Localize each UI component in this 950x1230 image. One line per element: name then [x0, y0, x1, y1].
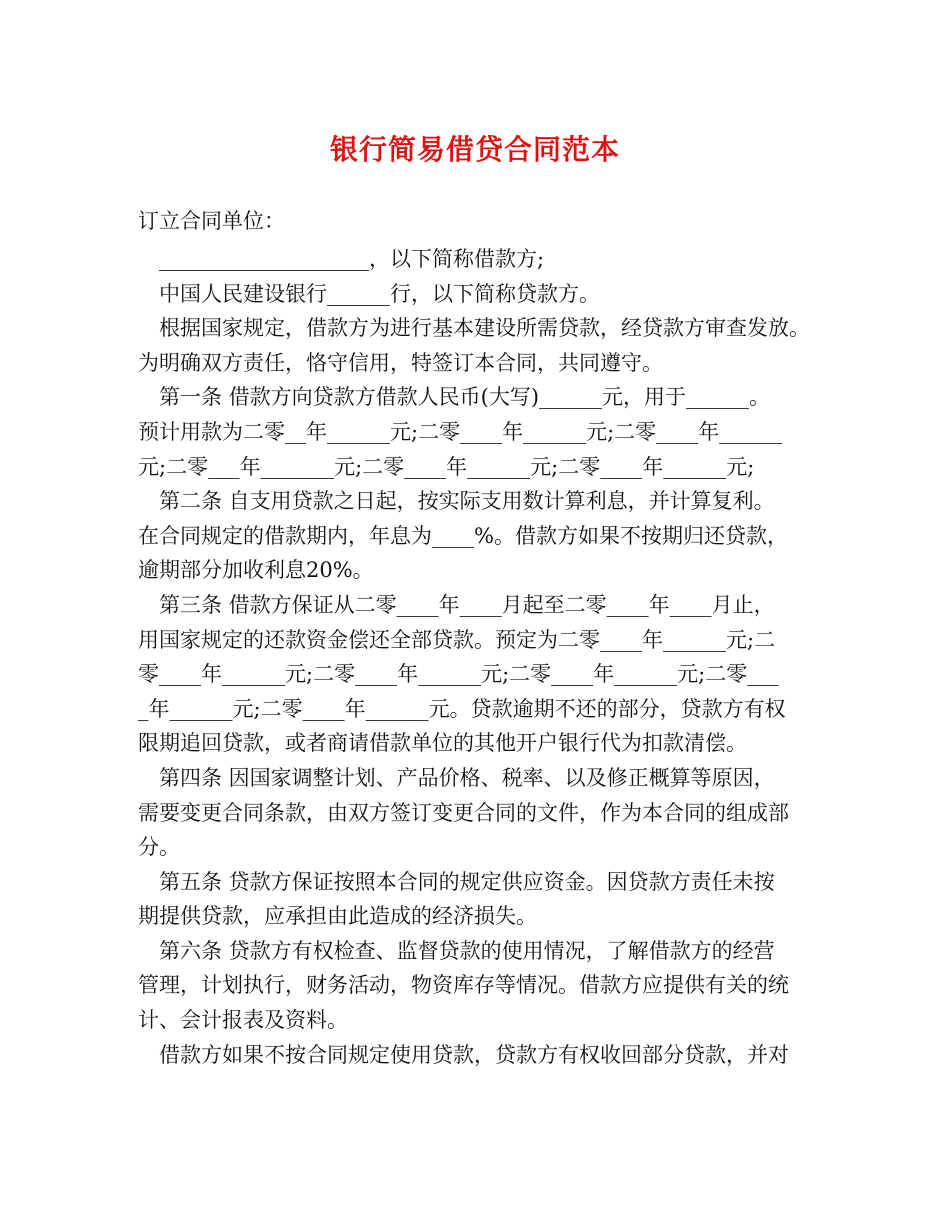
body-line: _年______元;二零____年______元。贷款逾期不还的部分，贷款方有权	[138, 696, 786, 721]
body-line: 借款方如果不按合同规定使用贷款，贷款方有权收回部分贷款，并对	[138, 1042, 789, 1067]
document-body	[138, 204, 818, 1072]
body-line: 计、会计报表及资料。	[138, 1008, 348, 1033]
body-line: 元;二零___年_______元;二零____年______元;二零____年______元;	[138, 454, 755, 479]
body-line: 预计用款为二零__年______元;二零____年______元;二零____年______	[138, 419, 783, 444]
body-line: 中国人民建设银行______行，以下简称贷款方。	[138, 281, 600, 306]
body-line: 第二条 自支用贷款之日起，按实际支用数计算利息，并计算复利。	[138, 489, 775, 514]
body-line: 管理，计划执行，财务活动，物资库存等情况。借款方应提供有关的统	[138, 973, 789, 998]
body-line: 第六条 贷款方有权检查、监督贷款的使用情况，了解借款方的经营	[138, 938, 775, 963]
body-line: 需要变更合同条款，由双方签订变更合同的文件，作为本合同的组成部	[138, 800, 789, 825]
body-line: 在合同规定的借款期内，年息为____%。借款方如果不按期归还贷款，	[138, 523, 788, 548]
body-line: 逾期部分加收利息20%。	[138, 558, 374, 583]
body-line: ____________________，以下简称借款方;	[138, 247, 545, 271]
body-line: 第五条 贷款方保证按照本合同的规定供应资金。因贷款方责任未按	[138, 869, 775, 894]
body-line: 为明确双方责任，恪守信用，特签订本合同，共同遵守。	[138, 350, 663, 375]
body-line: 根据国家规定，借款方为进行基本建设所需贷款，经贷款方审查发放。	[138, 316, 810, 341]
body-line: 第一条 借款方向贷款方借款人民币(大写)______元，用于______。	[138, 385, 771, 410]
body-line: 订立合同单位：	[138, 209, 285, 233]
body-line: 零____年______元;二零____年______元;二零____年______元;二零___	[138, 662, 779, 687]
body-line: 分。	[138, 835, 180, 860]
body-line: 第三条 借款方保证从二零____年____月起至二零____年____月止，	[138, 592, 775, 617]
body-line: 期提供贷款，应承担由此造成的经济损失。	[138, 904, 537, 929]
body-line: 用国家规定的还款资金偿还全部贷款。预定为二零____年______元;二	[138, 627, 776, 652]
body-line: 限期追回贷款，或者商请借款单位的其他开户银行代为扣款清偿。	[138, 731, 747, 756]
document-title: 银行简易借贷合同范本	[329, 133, 620, 166]
body-line: 第四条 因国家调整计划、产品价格、税率、以及修正概算等原因，	[138, 765, 775, 790]
